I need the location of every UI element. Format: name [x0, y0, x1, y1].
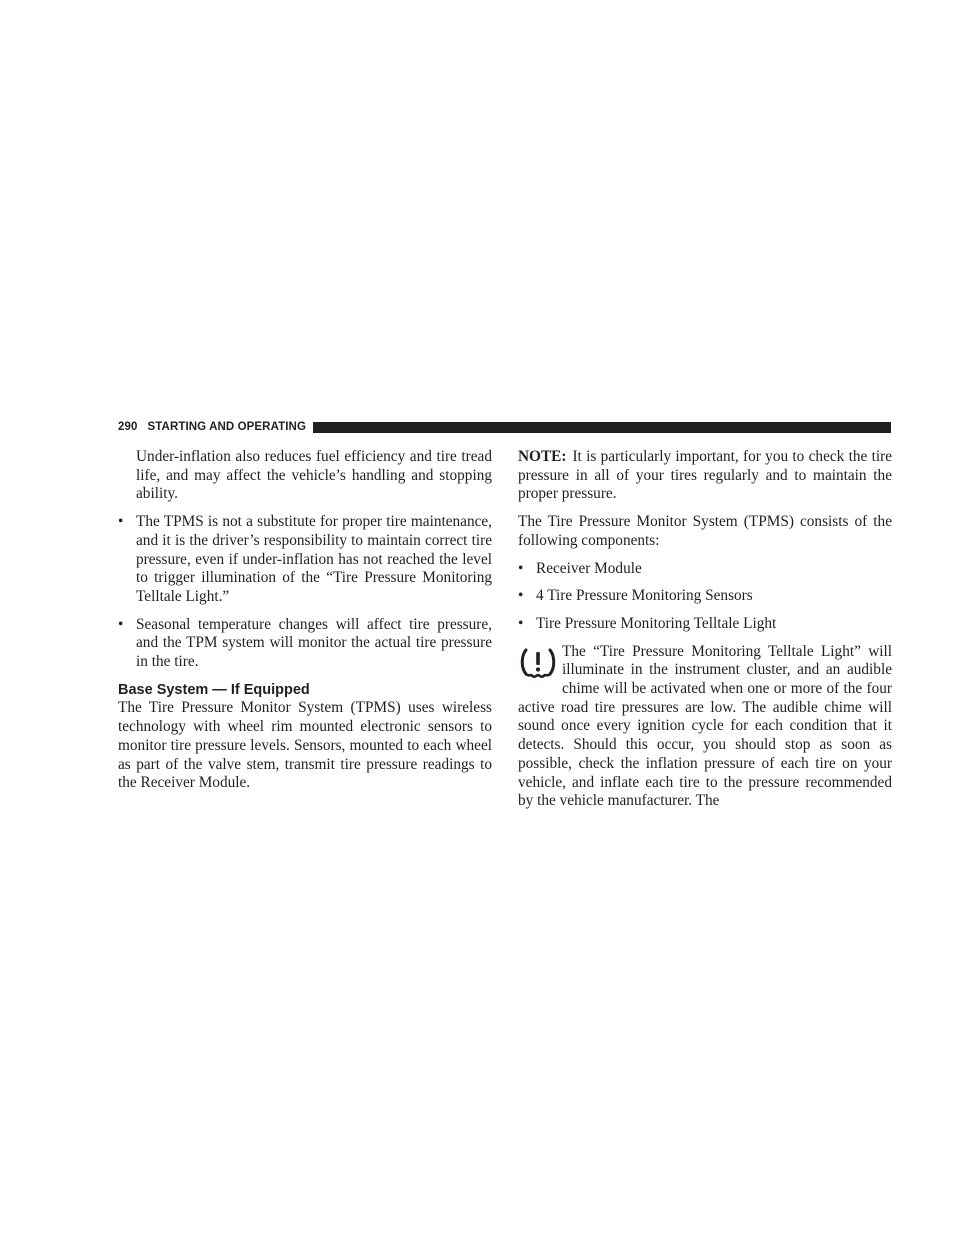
list-item — [518, 587, 892, 606]
right-column — [518, 448, 892, 811]
section-heading: Base System — If Equipped — [118, 681, 310, 698]
note-text: It is particularly important, for you to check the tire pressure in all of your tires regularly and to maintain the proper pressure. — [518, 448, 892, 503]
bullet-text: The TPMS is not a substitute for proper tire maintenance, and it is the driver’s responsibility to maintain correct tire pressure, even if under-inflation has not reached the level to trigger illumination of the “Tire Pressure Monitoring Telltale Light.” — [136, 513, 492, 605]
note-paragraph — [518, 448, 892, 504]
list-item — [118, 616, 492, 672]
bullet-text: Tire Pressure Monitoring Telltale Light — [536, 614, 777, 632]
page-header — [118, 420, 891, 434]
bullet-text: 4 Tire Pressure Monitoring Sensors — [536, 587, 753, 605]
page-number: 290 — [118, 421, 138, 433]
bullet-dot: • — [518, 559, 524, 577]
bullet-text: Receiver Module — [536, 559, 642, 577]
left-paragraph-2: The Tire Pressure Monitor System (TPMS) uses wireless technology with wheel rim mounted electronic sensors to monitor tire pressure levels. Sensors, mounted to each wheel as part of the valve stem, transmit tire pressure readings to the Receiver Module. — [118, 699, 492, 792]
bullet-dot: • — [118, 615, 124, 633]
list-item — [518, 615, 892, 634]
left-column — [118, 448, 492, 793]
bullet-text: Seasonal temperature changes will affect tire pressure, and the TPM system will monitor the actual tire pressure in the tire. — [136, 615, 492, 671]
bullet-dot: • — [518, 587, 524, 605]
section-title: STARTING AND OPERATING — [147, 421, 307, 433]
right-paragraph-2: The “Tire Pressure Monitoring Telltale Light” will illuminate in the instrument cluster, and an audible chime will be activated when one or more of the four active road tire pressures are low. The audible chime will sound once every ignition cycle for each condition that it detects. Should this occur, you should stop as soon as possible, check the inflation pressure of each tire on your vehicle, and inflate each tire to the pressure recommended by the vehicle manufacturer. The — [518, 642, 892, 810]
header-rule — [313, 422, 891, 433]
bullet-dot: • — [518, 614, 524, 632]
bullet-dot: • — [118, 513, 124, 531]
left-paragraph-1: Under-inflation also reduces fuel efficiency and tire tread life, and may affect the vehicle’s handling and stopping ability. — [136, 448, 492, 503]
list-item — [518, 560, 892, 579]
list-item — [118, 513, 492, 607]
telltale-block — [518, 643, 892, 811]
tire-pressure-warning-icon — [518, 643, 558, 684]
right-paragraph-1: The Tire Pressure Monitor System (TPMS) consists of the following components: — [518, 513, 892, 549]
note-label: NOTE: — [518, 448, 567, 465]
